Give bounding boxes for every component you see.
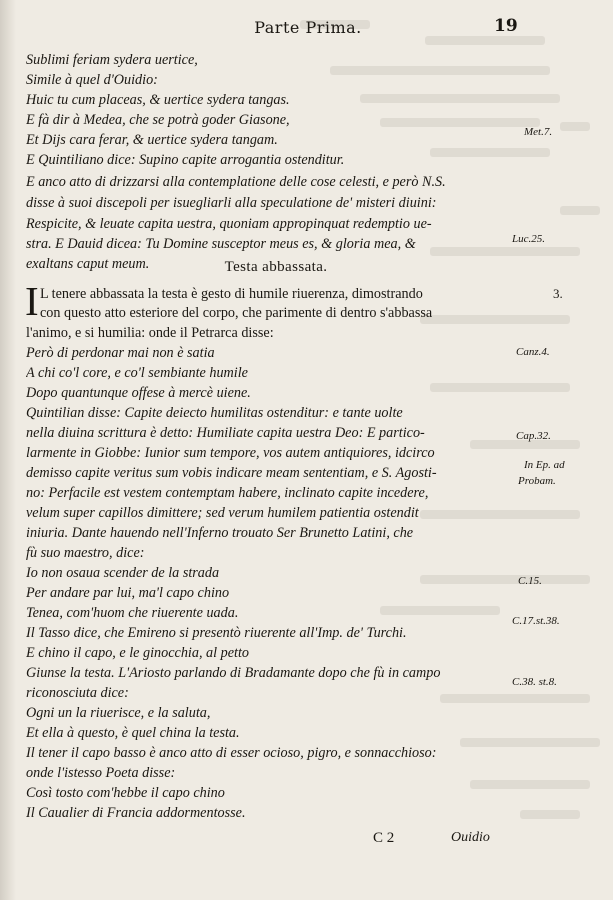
text-line: l'animo, e si humilia: onde il Petrarca disse: xyxy=(26,325,274,341)
margin-note: Cap.32. xyxy=(516,430,551,442)
page-number: 19 xyxy=(494,16,518,36)
margin-note: C.38. st.8. xyxy=(512,676,557,688)
text-line: Giunse la testa. L'Ariosto parlando di Bradamante dopo che fù in campo xyxy=(26,665,441,681)
section-heading: Testa abbassata. xyxy=(224,259,328,275)
text-line: larmente in Giobbe: Iunior sum tempore, vos autem antiquiores, idcirco xyxy=(26,445,435,461)
signature-mark: C 2 xyxy=(373,830,395,846)
text-line: Huic tu cum placeas, & uertice sydera tangas. xyxy=(26,92,290,108)
text-line: E chino il capo, e le ginocchia, al petto xyxy=(26,645,250,661)
text-line: E Quintiliano dice: Supino capite arrogantia ostenditur. xyxy=(26,152,345,168)
text-line: exaltans caput meum. xyxy=(26,256,150,272)
text-line: velum super capillos dimittere; sed verum humilem patientia ostendit xyxy=(26,505,419,521)
catchword: Ouidio xyxy=(451,830,490,845)
text-line: Il tener il capo basso è anco atto di esser ocioso, pigro, e sonnacchioso: xyxy=(26,745,437,761)
text-line: Io non osaua scender de la strada xyxy=(26,565,220,581)
text-line: Così tosto com'hebbe il capo chino xyxy=(26,785,225,801)
text-line: Quintilian disse: Capite deiecto humilitas ostenditur: e tante uolte xyxy=(26,405,403,421)
text-line: Ogni un la riuerisce, e la saluta, xyxy=(26,705,211,721)
text-line: Et ella à questo, è quel china la testa. xyxy=(26,725,240,741)
text-line: Simile à quel d'Ouidio: xyxy=(26,72,158,88)
text-line: iniuria. Dante hauendo nell'Inferno trouato Ser Brunetto Latini, che xyxy=(26,525,414,541)
text-line: Respicite, & leuate capita uestra, quoniam appropinquat redemptio ue- xyxy=(26,216,432,232)
text-line: A chi co'l core, e co'l sembiante humile xyxy=(26,365,248,381)
margin-note: Canz.4. xyxy=(516,346,550,358)
text-line: Dopo quantunque offese à mercè uiene. xyxy=(26,385,251,401)
text-line: L tenere abbassata la testa è gesto di humile riuerenza, dimostrando xyxy=(40,286,423,302)
text-line: Il Caualier di Francia addormentosse. xyxy=(26,805,246,821)
text-line: Et Dijs cara ferar, & uertice sydera tangam. xyxy=(26,132,278,148)
text-line: fù suo maestro, dice: xyxy=(26,545,145,561)
text-line: Il Tasso dice, che Emireno si presentò riuerente all'Imp. de' Turchi. xyxy=(26,625,407,641)
margin-note: Luc.25. xyxy=(512,233,545,245)
text-line: riconosciuta dice: xyxy=(26,685,129,701)
margin-note: C.17.st.38. xyxy=(512,615,560,627)
margin-note: C.15. xyxy=(518,575,542,587)
text-line: Tenea, com'huom che riuerente uada. xyxy=(26,605,239,621)
text-line: disse à suoi discepoli per isuegliarli alla speculatione de' misteri diuini: xyxy=(26,195,437,211)
margin-note: Probam. xyxy=(518,475,556,487)
text-line: con questo atto esteriore del corpo, che parimente di dentro s'abbassa xyxy=(40,305,433,321)
text-line: Però di perdonar mai non è satia xyxy=(26,345,215,361)
text-line: demisso capite veritus sum vobis indicare meam sententiam, e S. Agosti- xyxy=(26,465,437,481)
margin-note: Met.7. xyxy=(524,126,553,138)
margin-note: 3. xyxy=(553,286,563,301)
text-line: no: Perfacile est vestem contemptam habere, inclinato capite incedere, xyxy=(26,485,429,501)
text-line: onde l'istesso Poeta disse: xyxy=(26,765,176,781)
margin-note: In Ep. ad xyxy=(524,459,565,471)
text-line: E fà dir à Medea, che se potrà goder Giasone, xyxy=(26,112,290,128)
drop-cap: I xyxy=(25,278,39,324)
text-line: E anco atto di drizzarsi alla contemplatione delle cose celesti, e però N.S. xyxy=(26,174,446,190)
text-line: Sublimi feriam sydera uertice, xyxy=(26,52,198,68)
running-title: Parte Prima. xyxy=(254,18,362,37)
text-line: nella diuina scrittura è detto: Humiliate capita uestra Deo: E partico- xyxy=(26,425,425,441)
text-line: stra. E Dauid dicea: Tu Domine susceptor meus es, & gloria mea, & xyxy=(26,236,416,252)
text-line: Per andare par lui, ma'l capo chino xyxy=(26,585,230,601)
